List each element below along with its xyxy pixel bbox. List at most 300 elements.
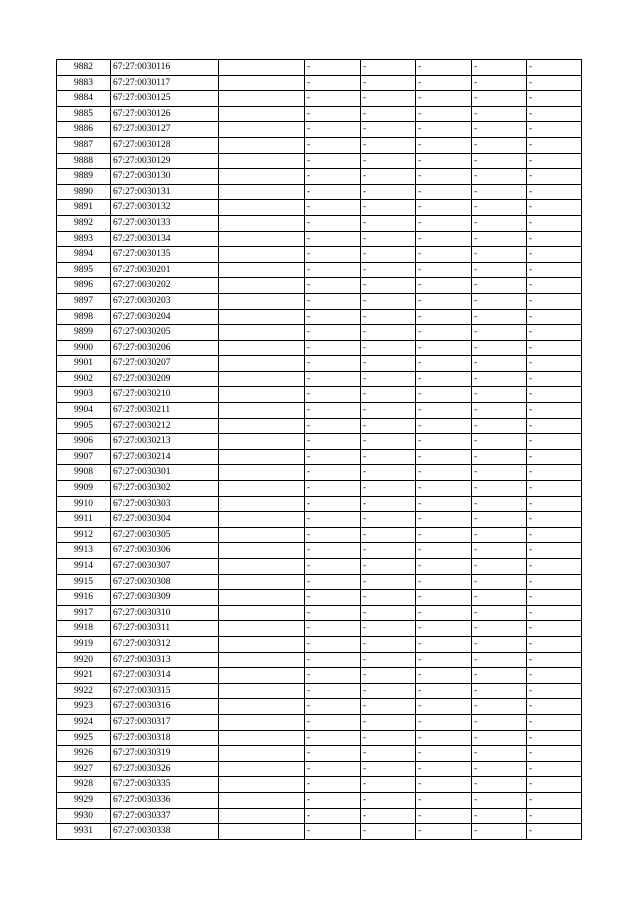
cadastral-number-cell: 67:27:0030132	[111, 200, 219, 216]
value-cell-1: -	[305, 278, 361, 294]
value-cell-3: -	[416, 60, 472, 76]
blank-cell	[219, 543, 305, 559]
value-cell-4: -	[472, 200, 527, 216]
table-row	[57, 699, 582, 715]
value-cell-3: -	[416, 481, 472, 497]
value-cell-3: -	[416, 792, 472, 808]
row-number-cell: 9929	[57, 792, 111, 808]
value-cell-1: -	[305, 106, 361, 122]
value-cell-4: -	[472, 137, 527, 153]
value-cell-2: -	[361, 247, 416, 263]
cadastral-number-cell: 67:27:0030203	[111, 293, 219, 309]
value-cell-4: -	[472, 247, 527, 263]
value-cell-5: -	[527, 496, 582, 512]
blank-cell	[219, 699, 305, 715]
row-number-cell: 9905	[57, 418, 111, 434]
value-cell-5: -	[527, 465, 582, 481]
cadastral-number-cell: 67:27:0030308	[111, 574, 219, 590]
value-cell-4: -	[472, 60, 527, 76]
value-cell-5: -	[527, 340, 582, 356]
cadastral-number-cell: 67:27:0030211	[111, 403, 219, 419]
blank-cell	[219, 387, 305, 403]
row-number-cell: 9887	[57, 137, 111, 153]
value-cell-2: -	[361, 808, 416, 824]
value-cell-1: -	[305, 200, 361, 216]
value-cell-2: -	[361, 106, 416, 122]
value-cell-5: -	[527, 543, 582, 559]
value-cell-1: -	[305, 481, 361, 497]
value-cell-2: -	[361, 356, 416, 372]
value-cell-1: -	[305, 496, 361, 512]
table-row	[57, 325, 582, 341]
value-cell-4: -	[472, 652, 527, 668]
value-cell-5: -	[527, 605, 582, 621]
table-row	[57, 543, 582, 559]
row-number-cell: 9918	[57, 621, 111, 637]
value-cell-1: -	[305, 153, 361, 169]
value-cell-3: -	[416, 262, 472, 278]
value-cell-5: -	[527, 512, 582, 528]
value-cell-4: -	[472, 496, 527, 512]
table-row	[57, 496, 582, 512]
value-cell-2: -	[361, 574, 416, 590]
value-cell-5: -	[527, 91, 582, 107]
value-cell-4: -	[472, 278, 527, 294]
value-cell-1: -	[305, 824, 361, 840]
value-cell-4: -	[472, 777, 527, 793]
value-cell-3: -	[416, 527, 472, 543]
value-cell-2: -	[361, 730, 416, 746]
cadastral-number-cell: 67:27:0030128	[111, 137, 219, 153]
value-cell-4: -	[472, 449, 527, 465]
value-cell-5: -	[527, 231, 582, 247]
table-row	[57, 106, 582, 122]
value-cell-2: -	[361, 605, 416, 621]
row-number-cell: 9925	[57, 730, 111, 746]
value-cell-3: -	[416, 106, 472, 122]
value-cell-3: -	[416, 714, 472, 730]
blank-cell	[219, 278, 305, 294]
table-row	[57, 75, 582, 91]
row-number-cell: 9883	[57, 75, 111, 91]
blank-cell	[219, 824, 305, 840]
value-cell-1: -	[305, 543, 361, 559]
value-cell-4: -	[472, 465, 527, 481]
value-cell-2: -	[361, 137, 416, 153]
cadastral-number-cell: 67:27:0030335	[111, 777, 219, 793]
cadastral-number-cell: 67:27:0030314	[111, 668, 219, 684]
value-cell-4: -	[472, 699, 527, 715]
value-cell-4: -	[472, 714, 527, 730]
value-cell-2: -	[361, 559, 416, 575]
cadastral-number-cell: 67:27:0030205	[111, 325, 219, 341]
registry-table	[56, 59, 582, 840]
value-cell-3: -	[416, 824, 472, 840]
row-number-cell: 9898	[57, 309, 111, 325]
table-row	[57, 387, 582, 403]
blank-cell	[219, 153, 305, 169]
value-cell-2: -	[361, 60, 416, 76]
value-cell-4: -	[472, 761, 527, 777]
value-cell-2: -	[361, 309, 416, 325]
cadastral-number-cell: 67:27:0030204	[111, 309, 219, 325]
table-row	[57, 777, 582, 793]
blank-cell	[219, 714, 305, 730]
row-number-cell: 9892	[57, 215, 111, 231]
blank-cell	[219, 636, 305, 652]
table-row	[57, 746, 582, 762]
table-row	[57, 231, 582, 247]
value-cell-5: -	[527, 590, 582, 606]
cadastral-number-cell: 67:27:0030318	[111, 730, 219, 746]
cadastral-number-cell: 67:27:0030212	[111, 418, 219, 434]
value-cell-3: -	[416, 309, 472, 325]
row-number-cell: 9927	[57, 761, 111, 777]
cadastral-number-cell: 67:27:0030214	[111, 449, 219, 465]
table-row	[57, 122, 582, 138]
blank-cell	[219, 465, 305, 481]
blank-cell	[219, 512, 305, 528]
value-cell-5: -	[527, 122, 582, 138]
value-cell-2: -	[361, 184, 416, 200]
value-cell-2: -	[361, 340, 416, 356]
value-cell-5: -	[527, 621, 582, 637]
value-cell-5: -	[527, 200, 582, 216]
table-row	[57, 730, 582, 746]
row-number-cell: 9904	[57, 403, 111, 419]
table-row	[57, 761, 582, 777]
cadastral-number-cell: 67:27:0030302	[111, 481, 219, 497]
row-number-cell: 9914	[57, 559, 111, 575]
row-number-cell: 9931	[57, 824, 111, 840]
blank-cell	[219, 792, 305, 808]
cadastral-number-cell: 67:27:0030130	[111, 169, 219, 185]
cadastral-number-cell: 67:27:0030317	[111, 714, 219, 730]
table-row	[57, 169, 582, 185]
blank-cell	[219, 169, 305, 185]
row-number-cell: 9882	[57, 60, 111, 76]
value-cell-4: -	[472, 668, 527, 684]
blank-cell	[219, 434, 305, 450]
cadastral-number-cell: 67:27:0030304	[111, 512, 219, 528]
value-cell-5: -	[527, 449, 582, 465]
cadastral-number-cell: 67:27:0030306	[111, 543, 219, 559]
value-cell-1: -	[305, 761, 361, 777]
table-row	[57, 356, 582, 372]
value-cell-2: -	[361, 387, 416, 403]
value-cell-5: -	[527, 262, 582, 278]
value-cell-3: -	[416, 668, 472, 684]
cadastral-number-cell: 67:27:0030133	[111, 215, 219, 231]
value-cell-2: -	[361, 824, 416, 840]
value-cell-5: -	[527, 371, 582, 387]
value-cell-1: -	[305, 91, 361, 107]
value-cell-5: -	[527, 278, 582, 294]
value-cell-4: -	[472, 418, 527, 434]
blank-cell	[219, 215, 305, 231]
value-cell-2: -	[361, 293, 416, 309]
value-cell-5: -	[527, 309, 582, 325]
value-cell-5: -	[527, 403, 582, 419]
value-cell-5: -	[527, 434, 582, 450]
value-cell-3: -	[416, 434, 472, 450]
row-number-cell: 9919	[57, 636, 111, 652]
value-cell-4: -	[472, 808, 527, 824]
cadastral-number-cell: 67:27:0030125	[111, 91, 219, 107]
blank-cell	[219, 340, 305, 356]
table-row	[57, 293, 582, 309]
table-row	[57, 153, 582, 169]
cadastral-number-cell: 67:27:0030213	[111, 434, 219, 450]
value-cell-3: -	[416, 278, 472, 294]
table-row	[57, 278, 582, 294]
table-row	[57, 449, 582, 465]
value-cell-1: -	[305, 434, 361, 450]
table-row	[57, 652, 582, 668]
value-cell-4: -	[472, 636, 527, 652]
value-cell-2: -	[361, 481, 416, 497]
value-cell-1: -	[305, 215, 361, 231]
value-cell-4: -	[472, 605, 527, 621]
table-row	[57, 200, 582, 216]
value-cell-1: -	[305, 184, 361, 200]
value-cell-5: -	[527, 387, 582, 403]
value-cell-5: -	[527, 808, 582, 824]
blank-cell	[219, 527, 305, 543]
cadastral-number-cell: 67:27:0030313	[111, 652, 219, 668]
value-cell-4: -	[472, 574, 527, 590]
row-number-cell: 9901	[57, 356, 111, 372]
table-row	[57, 481, 582, 497]
cadastral-number-cell: 67:27:0030338	[111, 824, 219, 840]
value-cell-5: -	[527, 668, 582, 684]
value-cell-3: -	[416, 636, 472, 652]
blank-cell	[219, 496, 305, 512]
value-cell-2: -	[361, 699, 416, 715]
value-cell-3: -	[416, 605, 472, 621]
table-row	[57, 137, 582, 153]
blank-cell	[219, 777, 305, 793]
value-cell-1: -	[305, 512, 361, 528]
value-cell-1: -	[305, 699, 361, 715]
blank-cell	[219, 262, 305, 278]
value-cell-4: -	[472, 590, 527, 606]
cadastral-number-cell: 67:27:0030202	[111, 278, 219, 294]
value-cell-3: -	[416, 91, 472, 107]
value-cell-3: -	[416, 512, 472, 528]
value-cell-4: -	[472, 683, 527, 699]
value-cell-3: -	[416, 418, 472, 434]
value-cell-1: -	[305, 652, 361, 668]
value-cell-4: -	[472, 371, 527, 387]
table-row	[57, 527, 582, 543]
value-cell-5: -	[527, 636, 582, 652]
value-cell-5: -	[527, 792, 582, 808]
value-cell-3: -	[416, 699, 472, 715]
blank-cell	[219, 403, 305, 419]
blank-cell	[219, 605, 305, 621]
value-cell-3: -	[416, 652, 472, 668]
value-cell-2: -	[361, 449, 416, 465]
blank-cell	[219, 449, 305, 465]
table-row	[57, 418, 582, 434]
table-row	[57, 247, 582, 263]
value-cell-1: -	[305, 137, 361, 153]
value-cell-2: -	[361, 714, 416, 730]
value-cell-3: -	[416, 465, 472, 481]
row-number-cell: 9922	[57, 683, 111, 699]
table-row	[57, 574, 582, 590]
value-cell-5: -	[527, 106, 582, 122]
value-cell-3: -	[416, 543, 472, 559]
value-cell-3: -	[416, 403, 472, 419]
value-cell-5: -	[527, 293, 582, 309]
value-cell-1: -	[305, 60, 361, 76]
table-row	[57, 512, 582, 528]
row-number-cell: 9911	[57, 512, 111, 528]
row-number-cell: 9926	[57, 746, 111, 762]
table-row	[57, 403, 582, 419]
value-cell-4: -	[472, 730, 527, 746]
value-cell-3: -	[416, 340, 472, 356]
cadastral-number-cell: 67:27:0030116	[111, 60, 219, 76]
row-number-cell: 9906	[57, 434, 111, 450]
blank-cell	[219, 808, 305, 824]
value-cell-5: -	[527, 215, 582, 231]
blank-cell	[219, 309, 305, 325]
value-cell-2: -	[361, 792, 416, 808]
value-cell-2: -	[361, 91, 416, 107]
table-row	[57, 340, 582, 356]
value-cell-1: -	[305, 325, 361, 341]
value-cell-1: -	[305, 340, 361, 356]
cadastral-number-cell: 67:27:0030201	[111, 262, 219, 278]
value-cell-5: -	[527, 184, 582, 200]
value-cell-5: -	[527, 559, 582, 575]
blank-cell	[219, 247, 305, 263]
value-cell-4: -	[472, 527, 527, 543]
cadastral-number-cell: 67:27:0030209	[111, 371, 219, 387]
value-cell-1: -	[305, 387, 361, 403]
value-cell-3: -	[416, 761, 472, 777]
value-cell-1: -	[305, 122, 361, 138]
value-cell-3: -	[416, 75, 472, 91]
table-row	[57, 371, 582, 387]
blank-cell	[219, 106, 305, 122]
value-cell-4: -	[472, 340, 527, 356]
value-cell-2: -	[361, 169, 416, 185]
value-cell-4: -	[472, 824, 527, 840]
value-cell-2: -	[361, 527, 416, 543]
cadastral-number-cell: 67:27:0030311	[111, 621, 219, 637]
value-cell-2: -	[361, 418, 416, 434]
value-cell-1: -	[305, 231, 361, 247]
value-cell-4: -	[472, 231, 527, 247]
blank-cell	[219, 730, 305, 746]
row-number-cell: 9921	[57, 668, 111, 684]
value-cell-2: -	[361, 746, 416, 762]
value-cell-3: -	[416, 122, 472, 138]
value-cell-2: -	[361, 777, 416, 793]
value-cell-4: -	[472, 262, 527, 278]
value-cell-5: -	[527, 746, 582, 762]
value-cell-2: -	[361, 636, 416, 652]
table-row	[57, 465, 582, 481]
value-cell-1: -	[305, 714, 361, 730]
row-number-cell: 9895	[57, 262, 111, 278]
value-cell-3: -	[416, 777, 472, 793]
table-row	[57, 605, 582, 621]
value-cell-4: -	[472, 184, 527, 200]
table-row	[57, 636, 582, 652]
value-cell-1: -	[305, 808, 361, 824]
row-number-cell: 9886	[57, 122, 111, 138]
blank-cell	[219, 371, 305, 387]
value-cell-2: -	[361, 543, 416, 559]
table-row	[57, 590, 582, 606]
table-row	[57, 824, 582, 840]
cadastral-number-cell: 67:27:0030134	[111, 231, 219, 247]
cadastral-number-cell: 67:27:0030303	[111, 496, 219, 512]
blank-cell	[219, 621, 305, 637]
value-cell-3: -	[416, 137, 472, 153]
row-number-cell: 9920	[57, 652, 111, 668]
cadastral-number-cell: 67:27:0030319	[111, 746, 219, 762]
row-number-cell: 9907	[57, 449, 111, 465]
blank-cell	[219, 652, 305, 668]
cadastral-number-cell: 67:27:0030307	[111, 559, 219, 575]
value-cell-2: -	[361, 496, 416, 512]
row-number-cell: 9900	[57, 340, 111, 356]
value-cell-4: -	[472, 512, 527, 528]
value-cell-5: -	[527, 169, 582, 185]
value-cell-2: -	[361, 278, 416, 294]
value-cell-1: -	[305, 527, 361, 543]
cadastral-number-cell: 67:27:0030135	[111, 247, 219, 263]
value-cell-2: -	[361, 75, 416, 91]
cadastral-number-cell: 67:27:0030316	[111, 699, 219, 715]
cadastral-number-cell: 67:27:0030337	[111, 808, 219, 824]
value-cell-2: -	[361, 761, 416, 777]
row-number-cell: 9928	[57, 777, 111, 793]
blank-cell	[219, 683, 305, 699]
value-cell-3: -	[416, 184, 472, 200]
value-cell-1: -	[305, 75, 361, 91]
row-number-cell: 9899	[57, 325, 111, 341]
value-cell-4: -	[472, 434, 527, 450]
value-cell-5: -	[527, 137, 582, 153]
value-cell-4: -	[472, 403, 527, 419]
cadastral-number-cell: 67:27:0030301	[111, 465, 219, 481]
row-number-cell: 9915	[57, 574, 111, 590]
value-cell-3: -	[416, 730, 472, 746]
value-cell-2: -	[361, 371, 416, 387]
value-cell-1: -	[305, 668, 361, 684]
value-cell-2: -	[361, 122, 416, 138]
cadastral-number-cell: 67:27:0030206	[111, 340, 219, 356]
table-row	[57, 683, 582, 699]
value-cell-3: -	[416, 574, 472, 590]
value-cell-5: -	[527, 699, 582, 715]
value-cell-2: -	[361, 262, 416, 278]
value-cell-4: -	[472, 169, 527, 185]
value-cell-5: -	[527, 325, 582, 341]
value-cell-4: -	[472, 153, 527, 169]
value-cell-4: -	[472, 215, 527, 231]
table-row	[57, 714, 582, 730]
blank-cell	[219, 761, 305, 777]
table-row	[57, 808, 582, 824]
